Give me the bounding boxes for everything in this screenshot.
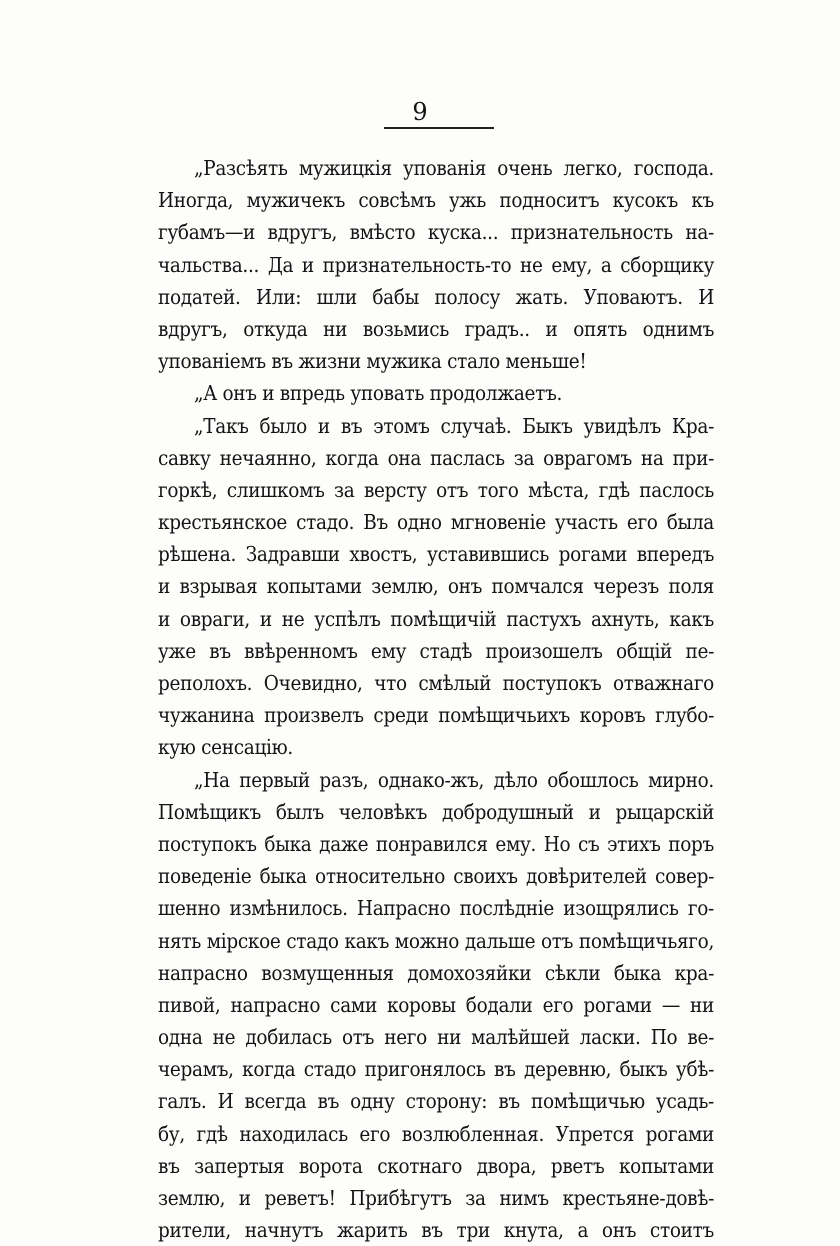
text-line: рѣшена. Задравши хвостъ, уставившись рогами впередъ bbox=[158, 542, 714, 567]
text-line: пивой, напрасно сами коровы бодали его рогами — ни bbox=[158, 992, 714, 1017]
text-line: савку нечаянно, когда она паслась за оврагомъ на при- bbox=[158, 445, 714, 470]
text-line: крестьянское стадо. Въ одно мгновеніе участь его была bbox=[158, 510, 714, 535]
text-line: чужанина произвелъ среди помѣщичьихъ коровъ глубо- bbox=[158, 703, 714, 728]
text-line: шенно измѣнилось. Напрасно послѣдніе изощрялись го- bbox=[158, 896, 714, 921]
text-line: поступокъ быка даже понравился ему. Но съ этихъ поръ bbox=[158, 831, 714, 856]
text-line: рители, начнутъ жарить въ три кнута, а онъ стоитъ bbox=[158, 1218, 714, 1243]
header-rule bbox=[384, 127, 494, 129]
text-line: Иногда, мужичекъ совсѣмъ ужь подноситъ кусокъ къ bbox=[158, 188, 714, 213]
text-line: напрасно возмущенныя домохозяйки сѣкли быка кра- bbox=[158, 960, 714, 985]
text-line: черамъ, когда стадо пригонялось въ деревню, быкъ убѣ- bbox=[158, 1057, 714, 1082]
text-line: губамъ—и вдругъ, вмѣсто куска... признательность на- bbox=[158, 220, 714, 245]
text-line: вдругъ, откуда ни возьмись градъ.. и опять однимъ bbox=[158, 316, 714, 341]
text-line: нять мірское стадо какъ можно дальше отъ помѣщичьяго, bbox=[158, 928, 714, 953]
text-line: и взрывая копытами землю, онъ помчался черезъ поля bbox=[158, 574, 714, 599]
text-line: и овраги, и не успѣлъ помѣщичій пастухъ ахнуть, какъ bbox=[158, 606, 714, 631]
text-line: „А онъ и впредь уповать продолжаетъ. bbox=[194, 381, 563, 406]
body-text bbox=[158, 152, 714, 1246]
text-line: кую сенсацію. bbox=[158, 735, 293, 760]
page-number: 9 bbox=[412, 98, 428, 126]
text-line: землю, и реветъ! Прибѣгутъ за нимъ крестьяне-довѣ- bbox=[158, 1186, 714, 1210]
text-line: реполохъ. Очевидно, что смѣлый поступокъ отважнаго bbox=[158, 671, 714, 695]
text-line: одна не добилась отъ него ни малѣйшей ласки. По ве- bbox=[158, 1025, 714, 1050]
text-line: „На первый разъ, однако-жъ, дѣло обошлось мирно. bbox=[194, 767, 714, 792]
text-line: „Разсѣять мужицкія упованія очень легко, господа. bbox=[194, 156, 714, 180]
text-line: чальства... Да и признательность-то не ему, а сборщику bbox=[158, 252, 714, 277]
text-line: поведеніе быка относительно своихъ довѣрителей совер- bbox=[158, 864, 714, 889]
text-line: въ запертыя ворота скотнаго двора, рветъ копытами bbox=[158, 1153, 714, 1178]
text-line: „Такъ было и въ этомъ случаѣ. Быкъ увидѣлъ Кра- bbox=[194, 413, 714, 438]
text-line: галъ. И всегда въ одну сторону: въ помѣщичью усадь- bbox=[158, 1089, 714, 1114]
text-line: Помѣщикъ былъ человѣкъ добродушный и рыцарскій bbox=[158, 799, 714, 824]
text-line: упованіемъ въ жизни мужика стало меньше! bbox=[158, 349, 587, 374]
text-line: горкѣ, слишкомъ за версту отъ того мѣста, гдѣ паслось bbox=[158, 477, 714, 502]
text-line: уже въ ввѣренномъ ему стадѣ произошелъ общій пе- bbox=[158, 638, 714, 663]
text-line: бу, гдѣ находилась его возлюбленная. Упрется рогами bbox=[158, 1121, 714, 1146]
text-line: податей. Или: шли бабы полосу жать. Уповаютъ. И bbox=[158, 284, 714, 309]
